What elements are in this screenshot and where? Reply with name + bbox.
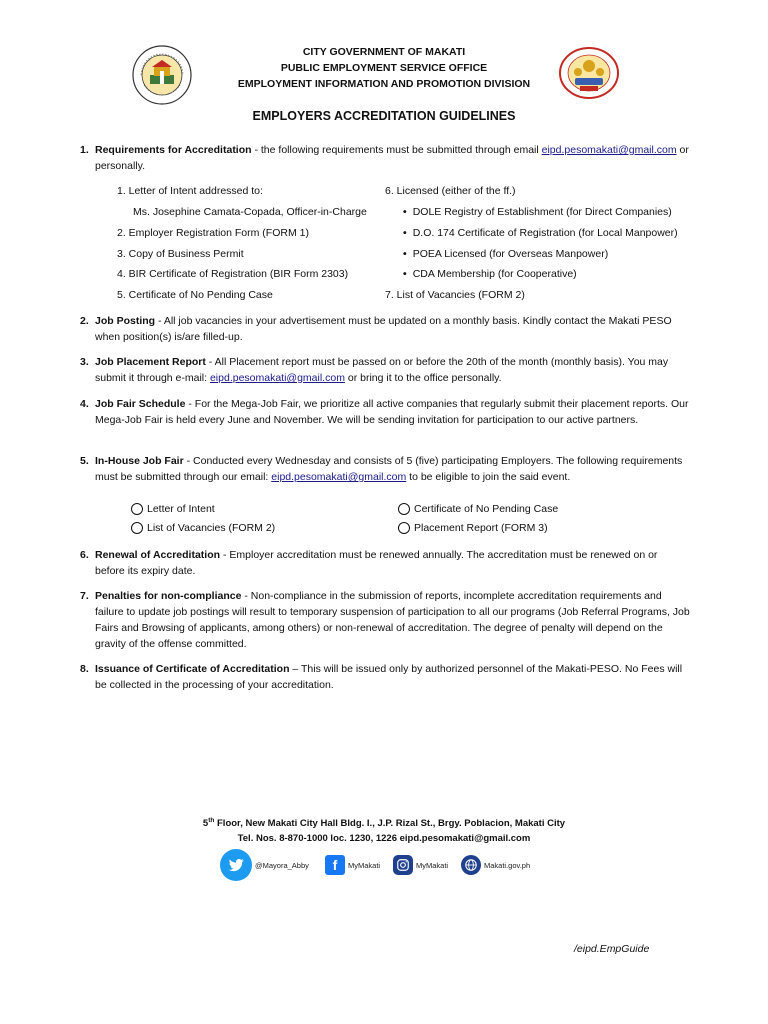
item-number: 4. <box>80 398 89 410</box>
guideline-item-2 <box>80 313 690 345</box>
email-link[interactable]: eipd.pesomakati@gmail.com <box>271 471 407 483</box>
item-heading: Requirements for Accreditation <box>95 144 252 156</box>
twitter-icon <box>220 849 252 881</box>
header-office: PUBLIC EMPLOYMENT SERVICE OFFICE <box>280 62 488 74</box>
guideline-item-4 <box>80 396 690 428</box>
requirement-4: 4. BIR Certificate of Registration (BIR Form 2303) <box>117 268 349 280</box>
requirement-1: 1. Letter of Intent addressed to: <box>117 185 263 197</box>
item-heading: Job Placement Report <box>95 356 206 368</box>
social-twitter[interactable] <box>220 849 309 881</box>
checkbox-no-pending-case[interactable] <box>398 502 558 516</box>
item-text: or personally. <box>95 144 689 172</box>
radio-circle-icon <box>131 522 143 534</box>
radio-circle-icon <box>131 503 143 515</box>
checkbox-label: Letter of Intent <box>147 503 215 515</box>
item-heading: Issuance of Certificate of Accreditation <box>95 663 290 675</box>
social-instagram[interactable] <box>393 855 448 875</box>
item-text: - All Placement report must be passed on or before the 20th of the month (monthly basis). You may submit it through e-mail: <box>95 356 669 384</box>
facebook-icon: f <box>325 855 345 875</box>
requirement-1-addressee: Ms. Josephine Camata-Copada, Officer-in-Charge <box>133 206 367 218</box>
item-text: to be eligible to join the said event. <box>406 471 571 483</box>
item-number: 6. <box>80 549 89 561</box>
item-heading: In-House Job Fair <box>95 455 184 467</box>
requirement-6-cda: • CDA Membership (for Cooperative) <box>403 267 577 281</box>
guideline-item-5 <box>80 453 690 485</box>
facebook-handle: MyMakati <box>348 860 381 870</box>
requirement-6-do174: • D.O. 174 Certificate of Registration (for Local Manpower) <box>403 226 678 240</box>
email-link[interactable]: eipd.pesomakati@gmail.com <box>209 372 345 384</box>
item-number: 2. <box>80 315 89 327</box>
page-title: EMPLOYERS ACCREDITATION GUIDELINES <box>252 109 516 123</box>
guideline-item-3 <box>80 354 690 386</box>
social-facebook[interactable] <box>325 855 380 875</box>
radio-circle-icon <box>398 522 410 534</box>
item-number: 8. <box>80 663 89 675</box>
checkbox-letter-of-intent[interactable] <box>131 502 215 516</box>
instagram-handle: MyMakati <box>416 860 449 870</box>
header-city-government: CITY GOVERNMENT OF MAKATI <box>302 46 466 58</box>
guideline-item-8 <box>80 661 690 693</box>
item-text: - Employer accreditation must be renewed annually. The accreditation must be renewed on or before its expiry date. <box>95 549 658 577</box>
guideline-item-6 <box>80 547 690 579</box>
item-heading: Penalties for non-compliance <box>95 590 242 602</box>
requirement-6: 6. Licensed (either of the ff.) <box>385 185 516 197</box>
item-text: - Conducted every Wednesday and consists of 5 (five) participating Employers. The following requirements must be submitted through our email: <box>95 455 683 483</box>
email-link[interactable]: eipd.pesomakati@gmail.com <box>541 144 677 156</box>
footer-address <box>0 817 768 829</box>
radio-circle-icon <box>398 503 410 515</box>
item-text: - For the Mega-Job Fair, we prioritize all active companies that regularly submit their placement reports. Our Mega-Job Fair is held every June and November. We will be sending invitation for participation to our active partners. <box>95 398 689 426</box>
item-number: 7. <box>80 590 89 602</box>
guideline-item-1 <box>80 142 690 174</box>
item-text: – This will be issued only by authorized personnel of the Makati-PESO. No Fees will be collected in the processing of your accreditation. <box>95 663 683 691</box>
item-heading: Renewal of Accreditation <box>95 549 221 561</box>
item-number: 1. <box>80 144 89 156</box>
item-text: or bring it to the office personally. <box>344 372 502 384</box>
item-text: - All job vacancies in your advertisement must be updated on a monthly basis. Kindly contact the Makati PESO when position(s) is/are filled-up. <box>95 315 672 343</box>
requirement-2: 2. Employer Registration Form (FORM 1) <box>117 227 309 239</box>
requirement-3: 3. Copy of Business Permit <box>117 248 244 260</box>
social-website[interactable] <box>461 855 530 875</box>
instagram-icon <box>393 855 413 875</box>
globe-icon <box>461 855 481 875</box>
website-url: Makati.gov.ph <box>484 860 531 870</box>
checkbox-label: Placement Report (FORM 3) <box>414 522 548 534</box>
guideline-item-7 <box>80 588 690 652</box>
requirement-7: 7. List of Vacancies (FORM 2) <box>385 289 525 301</box>
checkbox-list-of-vacancies[interactable] <box>131 521 275 535</box>
checkbox-label: List of Vacancies (FORM 2) <box>147 522 276 534</box>
floor-suffix: th <box>208 817 215 824</box>
item-number: 3. <box>80 356 89 368</box>
checkbox-label: Certificate of No Pending Case <box>414 503 559 515</box>
document-reference: /eipd.EmpGuide <box>574 943 650 955</box>
requirement-5: 5. Certificate of No Pending Case <box>117 289 273 301</box>
requirement-6-dole: • DOLE Registry of Establishment (for Direct Companies) <box>403 205 672 219</box>
floor-number: 5 <box>202 818 209 830</box>
item-text: - Non-compliance in the submission of reports, incomplete accreditation requirements and failure to update job postings will result to temporary suspension of participation to all our programs (Job Referral Programs, Job Fairs and Browsing of applicants, among others) or non-renewal of accreditation. The degree of penalty will depend on the gravity of the offense committed. <box>95 590 690 650</box>
checkbox-placement-report[interactable] <box>398 521 548 535</box>
footer-contact: Tel. Nos. 8-870-1000 loc. 1230, 1226 eipd.pesomakati@gmail.com <box>237 833 531 844</box>
requirement-6-poea: • POEA Licensed (for Overseas Manpower) <box>403 247 608 261</box>
address-text: Floor, New Makati City Hall Bldg. I., J.P. Rizal St., Brgy. Poblacion, Makati City <box>214 818 566 830</box>
twitter-handle: @Mayora_Abby <box>255 860 309 870</box>
item-heading: Job Fair Schedule <box>95 398 186 410</box>
item-heading: Job Posting <box>95 315 156 327</box>
header-division: EMPLOYMENT INFORMATION AND PROMOTION DIVISION <box>237 78 531 90</box>
item-text: - the following requirements must be submitted through email <box>251 144 542 156</box>
item-number: 5. <box>80 455 89 467</box>
